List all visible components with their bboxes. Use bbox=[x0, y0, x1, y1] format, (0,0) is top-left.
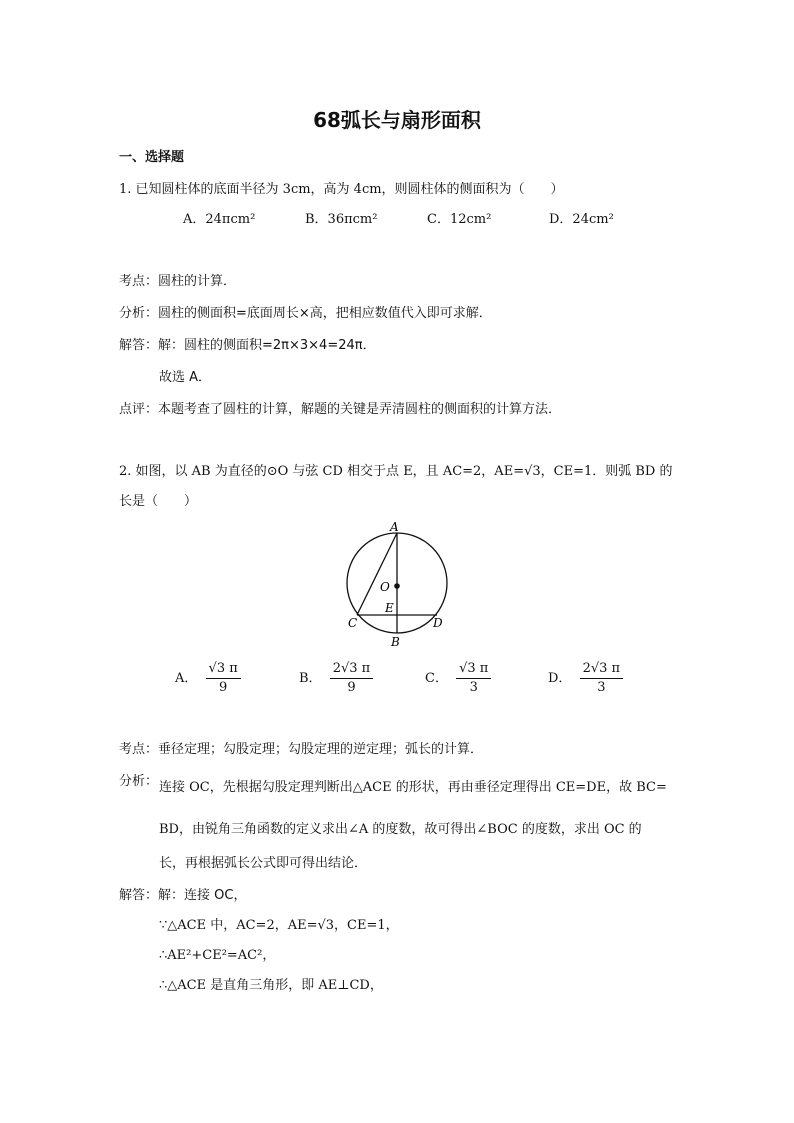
q2-jieda-line2: ∵△ACE 中，AC=2，AE=√3，CE=1， bbox=[159, 918, 399, 933]
label-o: O bbox=[380, 580, 390, 594]
label-c: C bbox=[348, 616, 358, 630]
q1-jieda: 解答：解：圆柱的侧面积=2π×3×4=24π． bbox=[119, 338, 376, 353]
q1-option-a: A．24πcm² bbox=[183, 212, 256, 227]
q2-option-a-num: √3 π bbox=[206, 660, 241, 679]
q2-option-c-fraction bbox=[456, 660, 491, 697]
q2-fenxi-label: 分析： bbox=[119, 774, 159, 789]
q2-fenxi-line1: 连接 OC，先根据勾股定理判断出△ACE 的形状，再由垂径定理得出 CE=DE，故 BC= bbox=[159, 780, 667, 795]
q2-jieda-line4: ∴△ACE 是直角三角形，即 AE⊥CD， bbox=[159, 978, 383, 993]
page-title: 68弧长与扇形面积 bbox=[313, 108, 481, 132]
q2-fenxi-line3: 长，再根据弧长公式即可得出结论． bbox=[159, 856, 368, 871]
q2-kaodian: 考点：垂径定理；勾股定理；勾股定理的逆定理；弧长的计算． bbox=[119, 742, 484, 757]
q2-option-b-letter: B． bbox=[299, 671, 322, 686]
q2-option-d-den: 3 bbox=[597, 680, 606, 695]
q1-option-c: C．12cm² bbox=[427, 212, 492, 227]
center-point bbox=[394, 583, 400, 589]
q2-option-d-letter: D． bbox=[548, 671, 572, 686]
q2-option-c-letter: C． bbox=[425, 671, 448, 686]
label-a: A bbox=[390, 520, 399, 534]
q2-option-d-num: 2√3 π bbox=[580, 660, 624, 679]
q1-dianping: 点评：本题考查了圆柱的计算，解题的关键是弄清圆柱的侧面积的计算方法． bbox=[119, 402, 562, 417]
label-b: B bbox=[391, 635, 400, 649]
q2-option-d bbox=[548, 660, 623, 697]
q2-stem-line2: 长是（ ） bbox=[119, 494, 198, 509]
q1-choose: 故选 A． bbox=[159, 370, 212, 385]
q1-option-d: D．24cm² bbox=[549, 212, 614, 227]
q2-option-b-den: 9 bbox=[347, 680, 356, 695]
label-e: E bbox=[385, 601, 394, 615]
q1-stem: 1. 已知圆柱体的底面半径为 3cm，高为 4cm，则圆柱体的侧面积为（ ） bbox=[119, 182, 564, 197]
q1-fenxi: 分析：圆柱的侧面积=底面周长×高，把相应数值代入即可求解． bbox=[119, 306, 492, 321]
q2-option-d-fraction bbox=[580, 660, 624, 697]
q2-stem-line1: 2. 如图，以 AB 为直径的⊙O 与弦 CD 相交于点 E，且 AC=2，AE=√3，CE=1．则弧 BD 的 bbox=[119, 464, 673, 479]
q2-option-a-den: 9 bbox=[219, 680, 228, 695]
section-heading: 一、选择题 bbox=[119, 150, 185, 165]
q2-option-a bbox=[175, 660, 241, 697]
q1-kaodian: 考点：圆柱的计算． bbox=[119, 274, 237, 289]
q2-option-c-num: √3 π bbox=[456, 660, 491, 679]
q2-jieda-line3: ∴AE²+CE²=AC²， bbox=[159, 948, 276, 963]
q2-option-b bbox=[299, 660, 373, 697]
label-d: D bbox=[433, 616, 443, 630]
q2-fenxi-line2: BD，由锐角三角函数的定义求出∠A 的度数，故可得出∠BOC 的度数，求出 OC 的 bbox=[159, 822, 642, 837]
circle-diagram bbox=[335, 520, 460, 650]
q2-option-a-letter: A． bbox=[175, 671, 198, 686]
q2-jieda-line1: 解答：解：连接 OC， bbox=[119, 888, 247, 903]
q2-option-a-fraction bbox=[206, 660, 241, 697]
q2-option-b-num: 2√3 π bbox=[330, 660, 374, 679]
q2-option-c-den: 3 bbox=[469, 680, 478, 695]
q2-option-c bbox=[425, 660, 491, 697]
q1-option-b: B．36πcm² bbox=[305, 212, 378, 227]
q2-option-b-fraction bbox=[330, 660, 374, 697]
